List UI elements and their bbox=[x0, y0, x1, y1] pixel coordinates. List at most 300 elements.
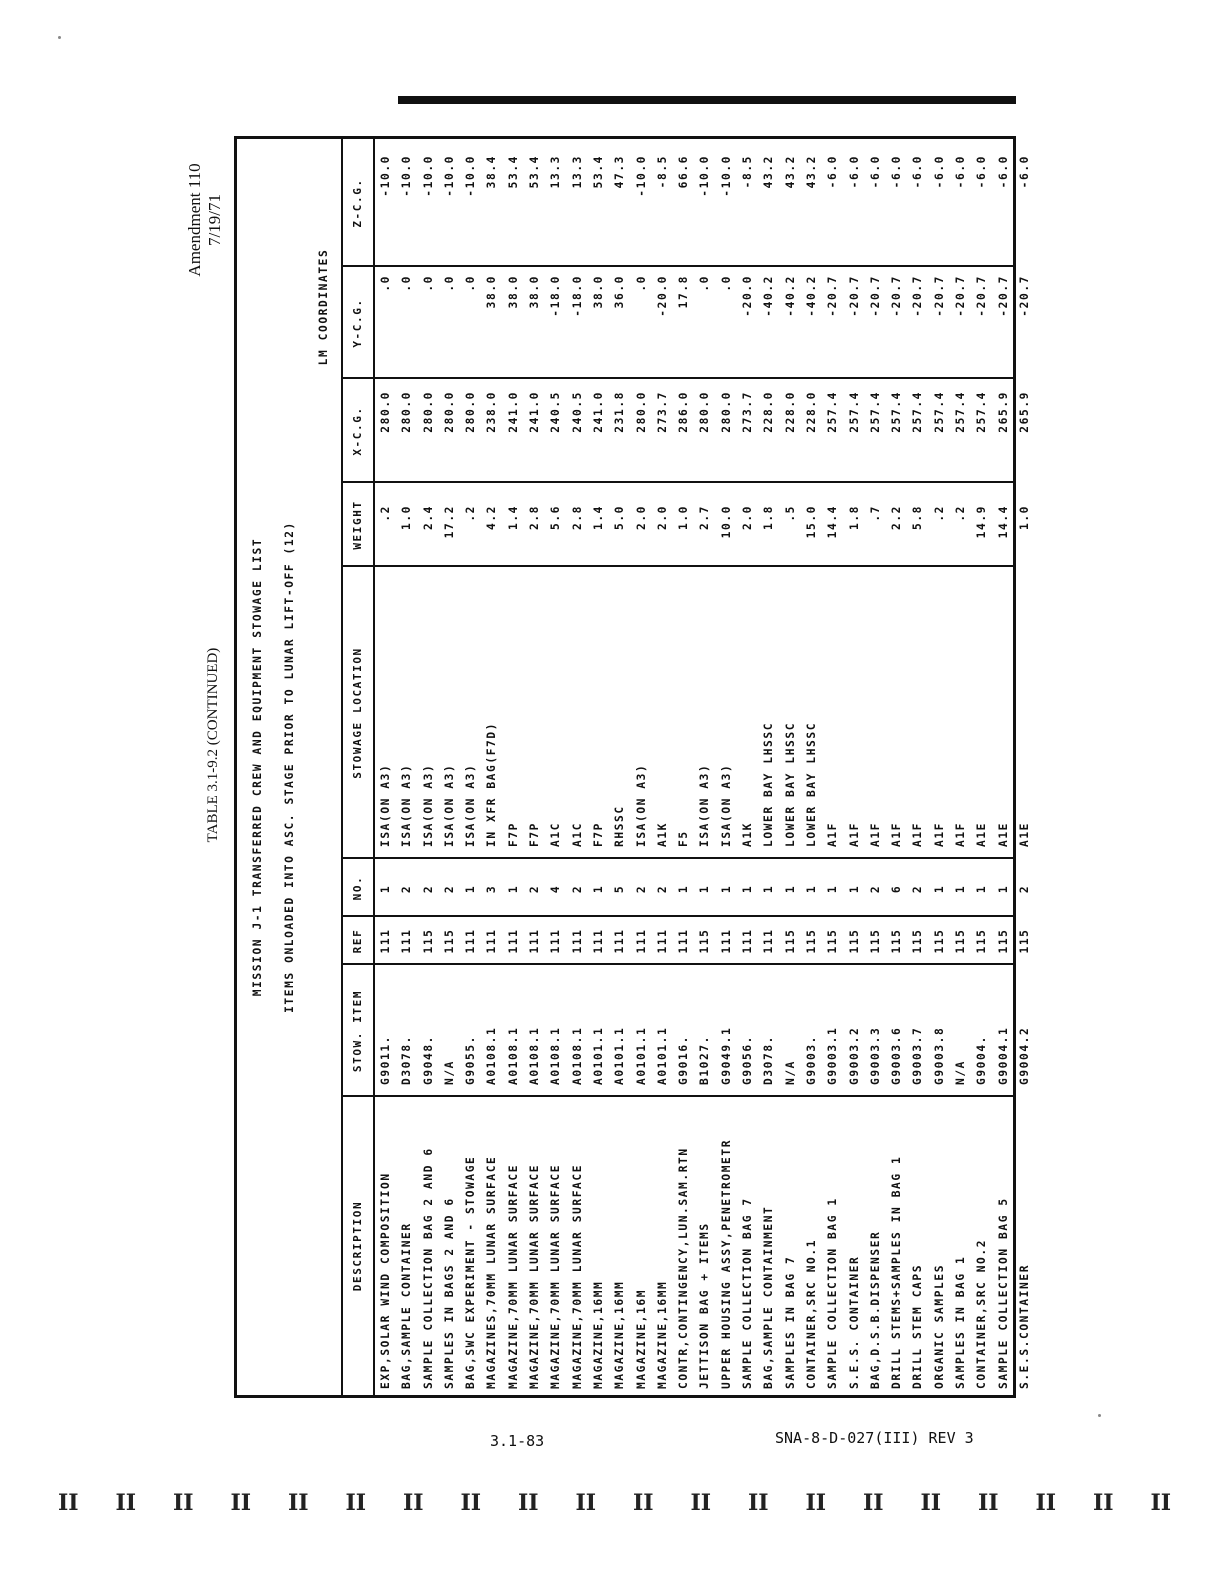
cell-quantity: 1 bbox=[847, 884, 861, 894]
table-row bbox=[439, 139, 460, 1395]
cell-location: A1E bbox=[975, 821, 989, 847]
cell-x-cg: 280.0 bbox=[719, 391, 733, 433]
cell-weight: 5.6 bbox=[549, 505, 563, 531]
table-row bbox=[822, 139, 843, 1395]
top-rule bbox=[398, 96, 1016, 104]
cell-ref: 111 bbox=[464, 928, 478, 954]
edge-tab-mark: II bbox=[230, 1490, 252, 1516]
table-row bbox=[588, 139, 609, 1395]
cell-ref: 115 bbox=[911, 928, 925, 954]
page-number: 3.1-83 bbox=[490, 1432, 545, 1450]
table-row bbox=[907, 139, 928, 1395]
cell-description: CONTR,CONTINGENCY,LUN.SAM.RTN bbox=[677, 1147, 691, 1389]
cell-location: A1E bbox=[1017, 821, 1031, 847]
cell-stow-item: G9003.1 bbox=[826, 1026, 840, 1085]
table-subtitle: ITEMS ONLOADED INTO ASC. STAGE PRIOR TO LUNAR LIFT-OFF (12) bbox=[283, 521, 296, 1013]
cell-x-cg: 241.0 bbox=[506, 391, 520, 433]
edge-tab-mark: II bbox=[1035, 1490, 1057, 1516]
cell-description: MAGAZINE,70MM LUNAR SURFACE bbox=[570, 1163, 584, 1389]
cell-ref: 111 bbox=[528, 928, 542, 954]
edge-tab-mark: II bbox=[173, 1490, 194, 1516]
cell-description: MAGAZINES,70MM LUNAR SURFACE bbox=[485, 1155, 499, 1389]
cell-z-cg: -6.0 bbox=[826, 155, 840, 189]
cell-weight: 1.8 bbox=[847, 505, 861, 531]
table-row bbox=[631, 139, 652, 1395]
cell-description: MAGAZINE,70MM LUNAR SURFACE bbox=[549, 1163, 563, 1389]
cell-quantity: 4 bbox=[549, 884, 563, 894]
cell-z-cg: -10.0 bbox=[719, 155, 733, 197]
cell-x-cg: 257.4 bbox=[911, 391, 925, 433]
cell-y-cg: .0 bbox=[719, 275, 733, 292]
cell-stow-item: G9004.1 bbox=[996, 1026, 1010, 1085]
cell-stow-item: A0101.1 bbox=[591, 1026, 605, 1085]
cell-weight: 4.2 bbox=[485, 505, 499, 531]
edge-tab-mark: II bbox=[633, 1490, 654, 1516]
cell-stow-item: G9003.6 bbox=[890, 1026, 904, 1085]
cell-location: A1C bbox=[549, 821, 563, 847]
cell-ref: 115 bbox=[975, 928, 989, 954]
cell-quantity: 2 bbox=[528, 884, 542, 894]
cell-z-cg: 53.4 bbox=[506, 155, 520, 189]
table-row bbox=[758, 139, 779, 1395]
cell-weight: 15.0 bbox=[804, 505, 818, 539]
cell-stow-item: G9049.1 bbox=[719, 1026, 733, 1085]
cell-z-cg: -8.5 bbox=[655, 155, 669, 189]
cell-description: S.E.S.CONTAINER bbox=[1017, 1263, 1031, 1389]
edge-tab-mark: II bbox=[460, 1490, 482, 1516]
cell-location: A1F bbox=[826, 821, 840, 847]
cell-stow-item: G9004. bbox=[975, 1034, 989, 1085]
cell-location: ISA(ON A3) bbox=[719, 763, 733, 847]
cell-y-cg: 38.0 bbox=[591, 275, 605, 309]
cell-y-cg: .0 bbox=[442, 275, 456, 292]
edge-tab-mark: II bbox=[288, 1490, 309, 1516]
table-title: MISSION J-1 TRANSFERRED CREW AND EQUIPMENT STOWAGE LIST bbox=[251, 537, 264, 997]
cell-z-cg: 38.4 bbox=[485, 155, 499, 189]
cell-y-cg: -40.2 bbox=[804, 275, 818, 317]
edge-tab-mark: II bbox=[575, 1490, 597, 1516]
cell-stow-item: N/A bbox=[954, 1059, 968, 1085]
table-row bbox=[737, 139, 758, 1395]
cell-ref: 115 bbox=[996, 928, 1010, 954]
cell-stow-item: A0108.1 bbox=[570, 1026, 584, 1085]
cell-z-cg: 43.2 bbox=[762, 155, 776, 189]
cell-x-cg: 257.4 bbox=[826, 391, 840, 433]
edge-tab-mark: II bbox=[978, 1490, 999, 1516]
edge-tab-mark: II bbox=[1093, 1490, 1114, 1516]
cell-location: ISA(ON A3) bbox=[421, 763, 435, 847]
cell-y-cg: .0 bbox=[464, 275, 478, 292]
cell-weight: 10.0 bbox=[719, 505, 733, 539]
edge-tab-marks bbox=[0, 1488, 1220, 1528]
cell-weight: .5 bbox=[783, 505, 797, 522]
cell-y-cg: 38.0 bbox=[528, 275, 542, 309]
cell-description: JETTISON BAG + ITEMS bbox=[698, 1222, 712, 1389]
cell-description: CONTAINER,SRC NO.2 bbox=[975, 1238, 989, 1389]
cell-x-cg: 257.4 bbox=[975, 391, 989, 433]
scan-speck bbox=[58, 36, 61, 39]
cell-quantity: 5 bbox=[613, 884, 627, 894]
cell-ref: 115 bbox=[442, 928, 456, 954]
cell-location: A1K bbox=[741, 821, 755, 847]
table-caption-block bbox=[198, 620, 228, 870]
cell-ref: 115 bbox=[847, 928, 861, 954]
edge-tab-mark: II bbox=[115, 1490, 137, 1516]
cell-location: A1K bbox=[655, 821, 669, 847]
cell-x-cg: 280.0 bbox=[634, 391, 648, 433]
cell-ref: 115 bbox=[890, 928, 904, 954]
cell-weight: .2 bbox=[954, 505, 968, 522]
cell-description: S.E.S. CONTAINER bbox=[847, 1255, 861, 1389]
cell-description: SAMPLES IN BAG 1 bbox=[954, 1255, 968, 1389]
cell-location: IN XFR BAG(F7D) bbox=[485, 721, 499, 847]
cell-x-cg: 240.5 bbox=[570, 391, 584, 433]
table-row bbox=[652, 139, 673, 1395]
cell-ref: 111 bbox=[634, 928, 648, 954]
cell-quantity: 2 bbox=[570, 884, 584, 894]
header-z-cg: Z-C.G. bbox=[351, 178, 364, 228]
cell-y-cg: -18.0 bbox=[570, 275, 584, 317]
cell-x-cg: 228.0 bbox=[762, 391, 776, 433]
cell-description: CONTAINER,SRC NO.1 bbox=[804, 1238, 818, 1389]
cell-y-cg: .0 bbox=[634, 275, 648, 292]
cell-ref: 111 bbox=[613, 928, 627, 954]
cell-z-cg: -6.0 bbox=[847, 155, 861, 189]
cell-ref: 111 bbox=[485, 928, 499, 954]
cell-description: DRILL STEM CAPS bbox=[911, 1263, 925, 1389]
cell-quantity: 2 bbox=[655, 884, 669, 894]
cell-description: SAMPLES IN BAGS 2 AND 6 bbox=[442, 1197, 456, 1389]
cell-quantity: 2 bbox=[421, 884, 435, 894]
cell-stow-item: D3078. bbox=[762, 1034, 776, 1085]
cell-x-cg: 238.0 bbox=[485, 391, 499, 433]
document-id: SNA-8-D-027(III) REV 3 bbox=[775, 1429, 974, 1447]
cell-stow-item: G9003.2 bbox=[847, 1026, 861, 1085]
cell-description: DRILL STEMS+SAMPLES IN BAG 1 bbox=[890, 1155, 904, 1389]
cell-x-cg: 257.4 bbox=[847, 391, 861, 433]
cell-quantity: 1 bbox=[677, 884, 691, 894]
cell-x-cg: 240.5 bbox=[549, 391, 563, 433]
cell-y-cg: 17.8 bbox=[677, 275, 691, 309]
cell-y-cg: .0 bbox=[400, 275, 414, 292]
cell-stow-item: G9056. bbox=[741, 1034, 755, 1085]
cell-ref: 115 bbox=[1017, 928, 1031, 954]
table-row bbox=[716, 139, 737, 1395]
cell-weight: .2 bbox=[464, 505, 478, 522]
cell-stow-item: D3078. bbox=[400, 1034, 414, 1085]
cell-x-cg: 257.4 bbox=[868, 391, 882, 433]
header-no: NO. bbox=[351, 875, 364, 901]
cell-quantity: 3 bbox=[485, 884, 499, 894]
header-y-cg: Y-C.G. bbox=[351, 298, 364, 348]
cell-description: BAG,SAMPLE CONTAINMENT bbox=[762, 1205, 776, 1389]
cell-x-cg: 231.8 bbox=[613, 391, 627, 433]
edge-tab-mark: II bbox=[1150, 1490, 1172, 1516]
table-row bbox=[801, 139, 822, 1395]
cell-description: BAG,SWC EXPERIMENT - STOWAGE bbox=[464, 1155, 478, 1389]
cell-z-cg: -6.0 bbox=[954, 155, 968, 189]
cell-y-cg: .0 bbox=[379, 275, 392, 292]
cell-z-cg: -6.0 bbox=[868, 155, 882, 189]
cell-x-cg: 265.9 bbox=[996, 391, 1010, 433]
cell-quantity: 1 bbox=[954, 884, 968, 894]
cell-stow-item: A0108.1 bbox=[528, 1026, 542, 1085]
header-description: DESCRIPTION bbox=[351, 1200, 364, 1292]
cell-z-cg: 43.2 bbox=[783, 155, 797, 189]
cell-z-cg: 53.4 bbox=[591, 155, 605, 189]
cell-z-cg: 13.3 bbox=[549, 155, 563, 189]
cell-weight: 1.0 bbox=[400, 505, 414, 531]
cell-y-cg: 38.0 bbox=[506, 275, 520, 309]
cell-location: ISA(ON A3) bbox=[400, 763, 414, 847]
cell-weight: 5.8 bbox=[911, 505, 925, 531]
cell-z-cg: 43.2 bbox=[804, 155, 818, 189]
cell-ref: 111 bbox=[549, 928, 563, 954]
cell-x-cg: 241.0 bbox=[528, 391, 542, 433]
cell-x-cg: 241.0 bbox=[591, 391, 605, 433]
cell-x-cg: 280.0 bbox=[421, 391, 435, 433]
cell-y-cg: -20.7 bbox=[975, 275, 989, 317]
table-row bbox=[950, 139, 971, 1395]
cell-y-cg: -20.7 bbox=[932, 275, 946, 317]
cell-ref: 111 bbox=[591, 928, 605, 954]
cell-weight: 1.0 bbox=[677, 505, 691, 531]
table-row bbox=[460, 139, 481, 1395]
header-location: STOWAGE LOCATION bbox=[351, 647, 364, 779]
cell-description: SAMPLES IN BAG 7 bbox=[783, 1255, 797, 1389]
cell-stow-item: A0101.1 bbox=[634, 1026, 648, 1085]
cell-location: F7P bbox=[506, 821, 520, 847]
cell-z-cg: 47.3 bbox=[613, 155, 627, 189]
cell-y-cg: .0 bbox=[421, 275, 435, 292]
cell-z-cg: -10.0 bbox=[442, 155, 456, 197]
cell-quantity: 1 bbox=[719, 884, 733, 894]
edge-tab-mark: II bbox=[345, 1490, 367, 1516]
cell-y-cg: -20.7 bbox=[847, 275, 861, 317]
cell-x-cg: 228.0 bbox=[783, 391, 797, 433]
table-row bbox=[524, 139, 545, 1395]
cell-x-cg: 257.4 bbox=[890, 391, 904, 433]
cell-stow-item: A0101.1 bbox=[613, 1026, 627, 1085]
cell-x-cg: 257.4 bbox=[954, 391, 968, 433]
cell-location: LOWER BAY LHSSC bbox=[804, 721, 818, 847]
cell-stow-item: N/A bbox=[783, 1059, 797, 1085]
table-row bbox=[503, 139, 524, 1395]
cell-z-cg: 13.3 bbox=[570, 155, 584, 189]
cell-ref: 115 bbox=[783, 928, 797, 954]
cell-description: MAGAZINE,70MM LUNAR SURFACE bbox=[506, 1163, 520, 1389]
cell-location: A1C bbox=[570, 821, 584, 847]
cell-y-cg: -20.7 bbox=[826, 275, 840, 317]
table-row bbox=[375, 139, 396, 1395]
edge-tab-mark: II bbox=[920, 1490, 942, 1516]
cell-x-cg: 257.4 bbox=[932, 391, 946, 433]
cell-z-cg: -6.0 bbox=[932, 155, 946, 189]
cell-ref: 115 bbox=[954, 928, 968, 954]
cell-quantity: 1 bbox=[932, 884, 946, 894]
cell-z-cg: -6.0 bbox=[1017, 155, 1031, 189]
cell-x-cg: 280.0 bbox=[379, 391, 392, 433]
cell-location: LOWER BAY LHSSC bbox=[783, 721, 797, 847]
cell-location: ISA(ON A3) bbox=[379, 763, 392, 847]
cell-quantity: 2 bbox=[442, 884, 456, 894]
table-row bbox=[609, 139, 630, 1395]
edge-tab-mark: II bbox=[863, 1490, 884, 1516]
cell-description: MAGAZINE,16MM bbox=[613, 1280, 627, 1389]
cell-quantity: 1 bbox=[464, 884, 478, 894]
cell-stow-item: G9004.2 bbox=[1017, 1026, 1031, 1085]
cell-weight: 1.4 bbox=[591, 505, 605, 531]
cell-description: MAGAZINE,70MM LUNAR SURFACE bbox=[528, 1163, 542, 1389]
cell-weight: 2.0 bbox=[634, 505, 648, 531]
table-body bbox=[375, 139, 1035, 1395]
cell-y-cg: -20.0 bbox=[741, 275, 755, 317]
cell-stow-item: A0101.1 bbox=[655, 1026, 669, 1085]
cell-y-cg: 38.0 bbox=[485, 275, 499, 309]
cell-description: SAMPLE COLLECTION BAG 7 bbox=[741, 1197, 755, 1389]
cell-weight: 17.2 bbox=[442, 505, 456, 539]
header-weight: WEIGHT bbox=[351, 500, 364, 550]
cell-z-cg: -10.0 bbox=[464, 155, 478, 197]
cell-y-cg: -20.7 bbox=[890, 275, 904, 317]
cell-weight: 14.9 bbox=[975, 505, 989, 539]
cell-z-cg: -10.0 bbox=[379, 155, 392, 197]
cell-x-cg: 265.9 bbox=[1017, 391, 1031, 433]
cell-stow-item: G9055. bbox=[464, 1034, 478, 1085]
table-row bbox=[673, 139, 694, 1395]
cell-description: MAGAZINE,16MM bbox=[655, 1280, 669, 1389]
cell-location: A1E bbox=[996, 821, 1010, 847]
cell-quantity: 1 bbox=[804, 884, 818, 894]
cell-description: BAG,SAMPLE CONTAINER bbox=[400, 1222, 414, 1389]
cell-stow-item: B1027. bbox=[698, 1034, 712, 1085]
cell-location: A1F bbox=[954, 821, 968, 847]
cell-description: MAGAZINE,16M bbox=[634, 1288, 648, 1389]
cell-quantity: 1 bbox=[975, 884, 989, 894]
cell-y-cg: -20.7 bbox=[868, 275, 882, 317]
header-x-cg: X-C.G. bbox=[351, 406, 364, 456]
table-row bbox=[993, 139, 1014, 1395]
cell-z-cg: -10.0 bbox=[400, 155, 414, 197]
cell-ref: 115 bbox=[421, 928, 435, 954]
cell-ref: 111 bbox=[655, 928, 669, 954]
stowage-table bbox=[234, 136, 1031, 1398]
header-ref: REF bbox=[351, 928, 364, 954]
table-row bbox=[418, 139, 439, 1395]
cell-ref: 111 bbox=[741, 928, 755, 954]
cell-quantity: 2 bbox=[1017, 884, 1031, 894]
cell-stow-item: A0108.1 bbox=[549, 1026, 563, 1085]
cell-ref: 111 bbox=[719, 928, 733, 954]
cell-ref: 115 bbox=[868, 928, 882, 954]
table-row bbox=[971, 139, 992, 1395]
cell-ref: 111 bbox=[506, 928, 520, 954]
cell-z-cg: -10.0 bbox=[698, 155, 712, 197]
cell-description: SAMPLE COLLECTION BAG 1 bbox=[826, 1197, 840, 1389]
cell-location: F5 bbox=[677, 830, 691, 847]
edge-tab-mark: II bbox=[805, 1490, 827, 1516]
table-row bbox=[865, 139, 886, 1395]
cell-quantity: 2 bbox=[634, 884, 648, 894]
header-stow-item: STOW. ITEM bbox=[351, 989, 364, 1073]
edge-tab-mark: II bbox=[748, 1490, 769, 1516]
stowage-table-frame bbox=[234, 136, 1031, 1398]
cell-y-cg: -40.2 bbox=[783, 275, 797, 317]
edge-tab-mark: II bbox=[690, 1490, 712, 1516]
cell-location: A1F bbox=[847, 821, 861, 847]
cell-stow-item: G9003.7 bbox=[911, 1026, 925, 1085]
cell-x-cg: 280.0 bbox=[698, 391, 712, 433]
cell-y-cg: .0 bbox=[698, 275, 712, 292]
cell-quantity: 6 bbox=[890, 884, 904, 894]
cell-quantity: 1 bbox=[379, 884, 392, 894]
coordinates-group-header: LM COORDINATES bbox=[317, 248, 330, 366]
cell-location: ISA(ON A3) bbox=[698, 763, 712, 847]
cell-ref: 111 bbox=[400, 928, 414, 954]
cell-description: UPPER HOUSING ASSY,PENETROMETR bbox=[719, 1138, 733, 1389]
cell-y-cg: -40.2 bbox=[762, 275, 776, 317]
cell-quantity: 1 bbox=[783, 884, 797, 894]
cell-quantity: 2 bbox=[400, 884, 414, 894]
cell-weight: 2.0 bbox=[741, 505, 755, 531]
table-row bbox=[780, 139, 801, 1395]
table-row bbox=[844, 139, 865, 1395]
cell-y-cg: 36.0 bbox=[613, 275, 627, 309]
cell-stow-item: G9048. bbox=[421, 1034, 435, 1085]
cell-z-cg: 53.4 bbox=[528, 155, 542, 189]
cell-x-cg: 273.7 bbox=[655, 391, 669, 433]
cell-weight: .2 bbox=[379, 505, 392, 522]
cell-stow-item: N/A bbox=[442, 1059, 456, 1085]
cell-stow-item: G9003. bbox=[804, 1034, 818, 1085]
cell-location: A1F bbox=[890, 821, 904, 847]
cell-description: MAGAZINE,16MM bbox=[591, 1280, 605, 1389]
cell-z-cg: -10.0 bbox=[421, 155, 435, 197]
column-headers bbox=[341, 139, 375, 1395]
table-caption: TABLE 3.1-9.2 (CONTINUED) bbox=[205, 647, 221, 843]
cell-ref: 111 bbox=[677, 928, 691, 954]
table-row bbox=[545, 139, 566, 1395]
cell-x-cg: 273.7 bbox=[741, 391, 755, 433]
cell-location: A1F bbox=[868, 821, 882, 847]
cell-x-cg: 280.0 bbox=[464, 391, 478, 433]
cell-z-cg: -10.0 bbox=[634, 155, 648, 197]
cell-location: F7P bbox=[528, 821, 542, 847]
cell-z-cg: -6.0 bbox=[996, 155, 1010, 189]
cell-z-cg: -6.0 bbox=[911, 155, 925, 189]
table-row bbox=[481, 139, 502, 1395]
cell-location: ISA(ON A3) bbox=[442, 763, 456, 847]
cell-weight: 14.4 bbox=[996, 505, 1010, 539]
cell-weight: 2.0 bbox=[655, 505, 669, 531]
cell-weight: 5.0 bbox=[613, 505, 627, 531]
cell-z-cg: -8.5 bbox=[741, 155, 755, 189]
table-row bbox=[886, 139, 907, 1395]
cell-x-cg: 280.0 bbox=[442, 391, 456, 433]
cell-stow-item: G9011. bbox=[379, 1034, 392, 1085]
cell-y-cg: -18.0 bbox=[549, 275, 563, 317]
cell-description: EXP,SOLAR WIND COMPOSITION bbox=[379, 1172, 392, 1389]
cell-location: RHSSC bbox=[613, 805, 627, 847]
cell-ref: 115 bbox=[932, 928, 946, 954]
cell-stow-item: G9016. bbox=[677, 1034, 691, 1085]
cell-y-cg: -20.7 bbox=[1017, 275, 1031, 317]
cell-weight: 2.4 bbox=[421, 505, 435, 531]
table-row bbox=[929, 139, 950, 1395]
cell-x-cg: 228.0 bbox=[804, 391, 818, 433]
cell-ref: 115 bbox=[826, 928, 840, 954]
cell-quantity: 1 bbox=[762, 884, 776, 894]
